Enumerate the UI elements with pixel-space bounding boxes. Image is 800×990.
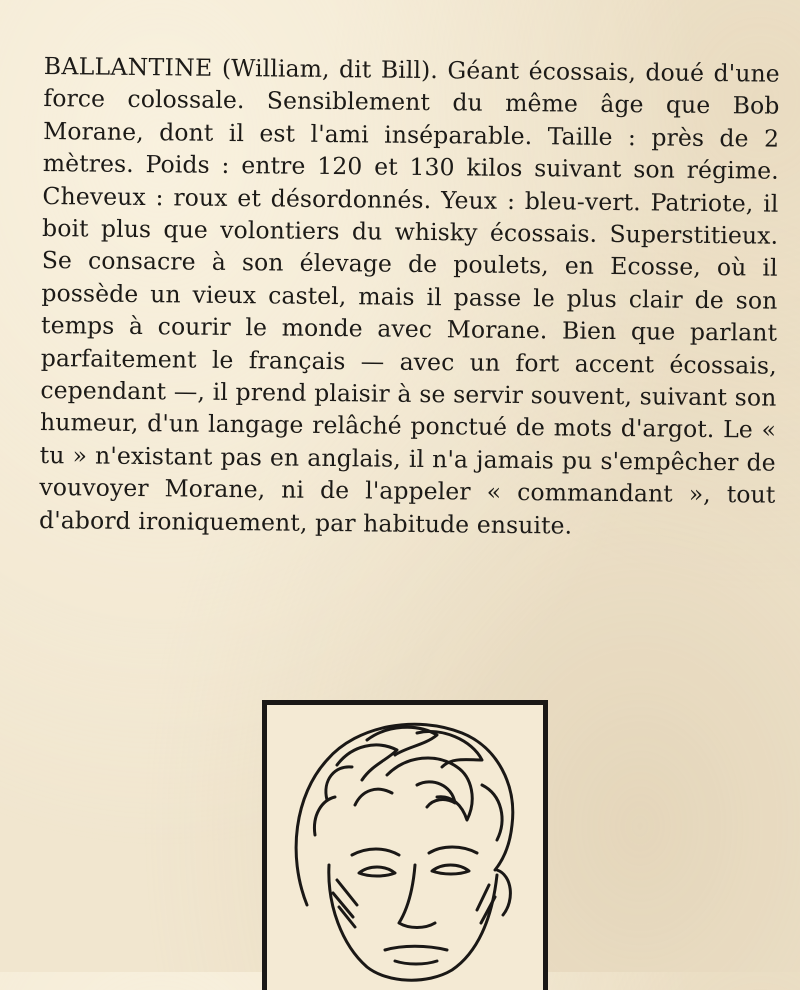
dictionary-entry <box>39 50 780 544</box>
portrait-illustration <box>262 700 548 990</box>
portrait-sketch-icon <box>267 705 543 990</box>
entry-headword: BALLANTINE <box>43 51 213 82</box>
entry-body: (William, dit Bill). Géant écossais, doué d'une force colossale. Sensiblement du même âge que Bob Morane, dont il est l'ami inséparable. Taille : près de 2 mètres. Poids : entre 120 et 130 kilos suivant son régime. Cheveux : roux et désordonnés. Yeux : bleu-vert. Patriote, il boit plus que volontiers du whisky écossais. Superstitieux. Se consacre à son élevage de poulets, en Ecosse, où il possède un vieux castel, mais il passe le plus clair de son temps à courir le monde avec Morane. Bien que parlant parfaitement le français — avec un fort accent écossais, cependant —, il prend plaisir à se servir souvent, suivant son humeur, d'un langage relâché ponctué de mots d'argot. Le « tu » n'existant pas en anglais, il n'a jamais pu s'empêcher de vouvoyer Morane, ni de l'appeler « commandant », tout d'abord ironiquement, par habitude ensuite. <box>38 53 780 540</box>
